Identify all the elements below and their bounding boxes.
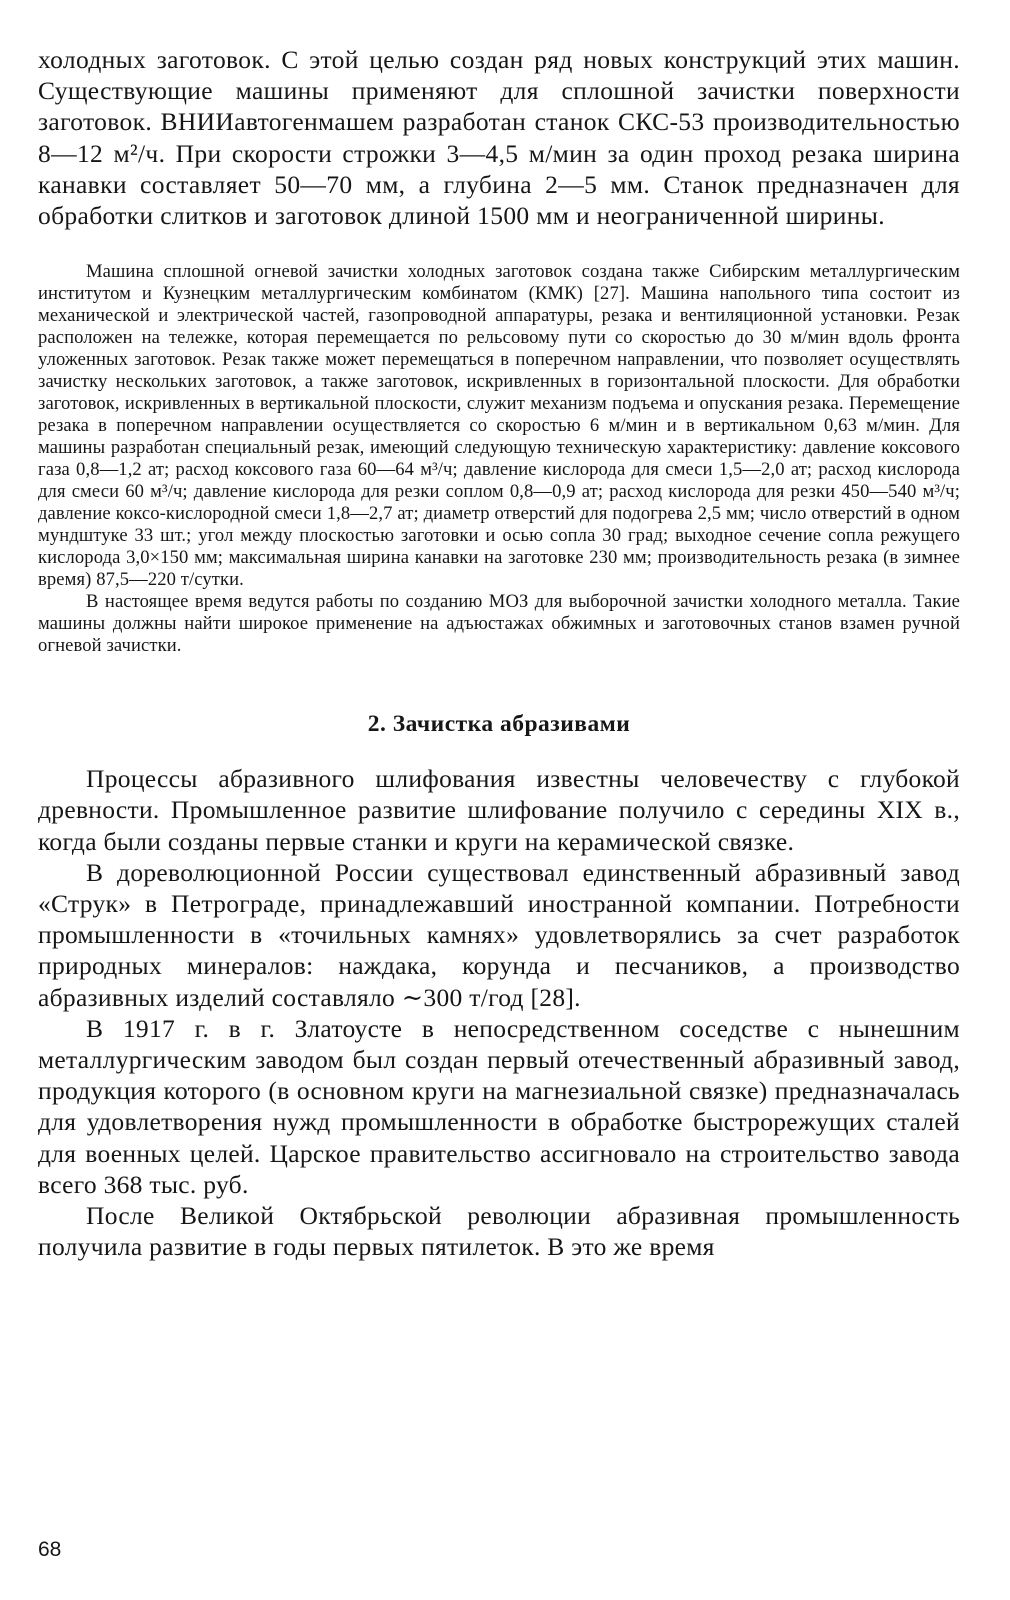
body-paragraph-after-revolution: После Великой Октябрьской революции абразивная промышленность получила развитие в годы первых пятилеток. В это же время — [38, 1201, 960, 1262]
intro-paragraph: холодных заготовок. С этой целью создан ряд новых конструкций этих машин. Существующие машины применяют для сплошной зачистки поверхности заготовок. ВНИИавтогенмашем разработан станок СКС-53 производительностью 8—12 м²/ч. При скорости строжки 3—4,5 м/мин за один проход резака ширина канавки составляет 50—70 мм, а глубина 2—5 мм. Станок предназначен для обработки слитков и заготовок длиной 1500 мм и неограниченной ширины. — [38, 45, 960, 231]
section-heading: 2. Зачистка абразивами — [367, 711, 631, 738]
body-paragraph-zlatoust-plant: В 1917 г. в г. Златоусте в непосредственном соседстве с нынешним металлургическим заводом был создан первый отечественный абразивный завод, продукция которого (в основном круги на магнезиальной связке) предназначалась для удовлетворения нужд промышленности в обработке быстрорежущих сталей для военных целей. Царское правительство ассигновало на строительство завода всего 368 тыс. руб. — [38, 1013, 960, 1199]
page-content — [38, 44, 960, 1262]
body-paragraph-prerevolutionary-russia: В дореволюционной России существовал единственный абразивный завод «Струк» в Петрограде, принадлежавший иностранной компании. Потребности промышленности в «точильных камнях» удовлетворялись за счет разработок природных минералов: наждака, корунда и песчаников, а производство абразивных изделий составляло ∼300 т/год [28]. — [38, 857, 960, 1012]
body-paragraph-abrasive-history: Процессы абразивного шлифования известны человечеству с глубокой древности. Промышленное развитие шлифование получило с середины XIX в., когда были созданы первые станки и круги на керамической связке. — [38, 764, 960, 856]
small-paragraph-current-work: В настоящее время ведутся работы по созданию МОЗ для выборочной зачистки холодного металла. Такие машины должны найти широкое применение на адъюстажах обжимных и заготовочных станов взамен ручной огневой зачистки. — [38, 591, 960, 657]
small-paragraph-machine-description: Машина сплошной огневой зачистки холодных заготовок создана также Сибирским металлургическим институтом и Кузнецким металлургическим комбинатом (КМК) [27]. Машина напольного типа состоит из механической и электрической частей, газопроводной аппаратуры, резака и вентиляционной установки. Резак расположен на тележке, которая перемещается по рельсовому пути со скоростью до 30 м/мин вдоль фронта уложенных заготовок. Резак также может перемещаться в поперечном направлении, что позволяет осуществлять зачистку нескольких заготовок, а также заготовок, искривленных в горизонтальной плоскости. Для обработки заготовок, искривленных в вертикальной плоскости, служит механизм подъема и опускания резака. Перемещение резака в поперечном направлении осуществляется со скоростью 6 м/мин и в вертикальном 0,63 м/мин. Для машины разработан специальный резак, имеющий следующую техническую характеристику: давление коксового газа 0,8—1,2 ат; расход коксового газа 60—64 м³/ч; давление кислорода для смеси 1,5—2,0 ат; расход кислорода для смеси 60 м³/ч; давление кислорода для резки соплом 0,8—0,9 ат; расход кислорода для резки 450—540 м³/ч; давление коксо-кислородной смеси 1,8—2,7 ат; диаметр отверстий для подогрева 2,5 мм; число отверстий в одном мундштуке 33 шт.; угол между плоскостью заготовки и осью сопла 30 град; выходное сечение сопла режущего кислорода 3,0×150 мм; максимальная ширина канавки на заготовке 230 мм; производительность резака (в зимнее время) 87,5—220 т/сутки. — [38, 261, 960, 591]
page-number: 68 — [38, 1538, 62, 1561]
